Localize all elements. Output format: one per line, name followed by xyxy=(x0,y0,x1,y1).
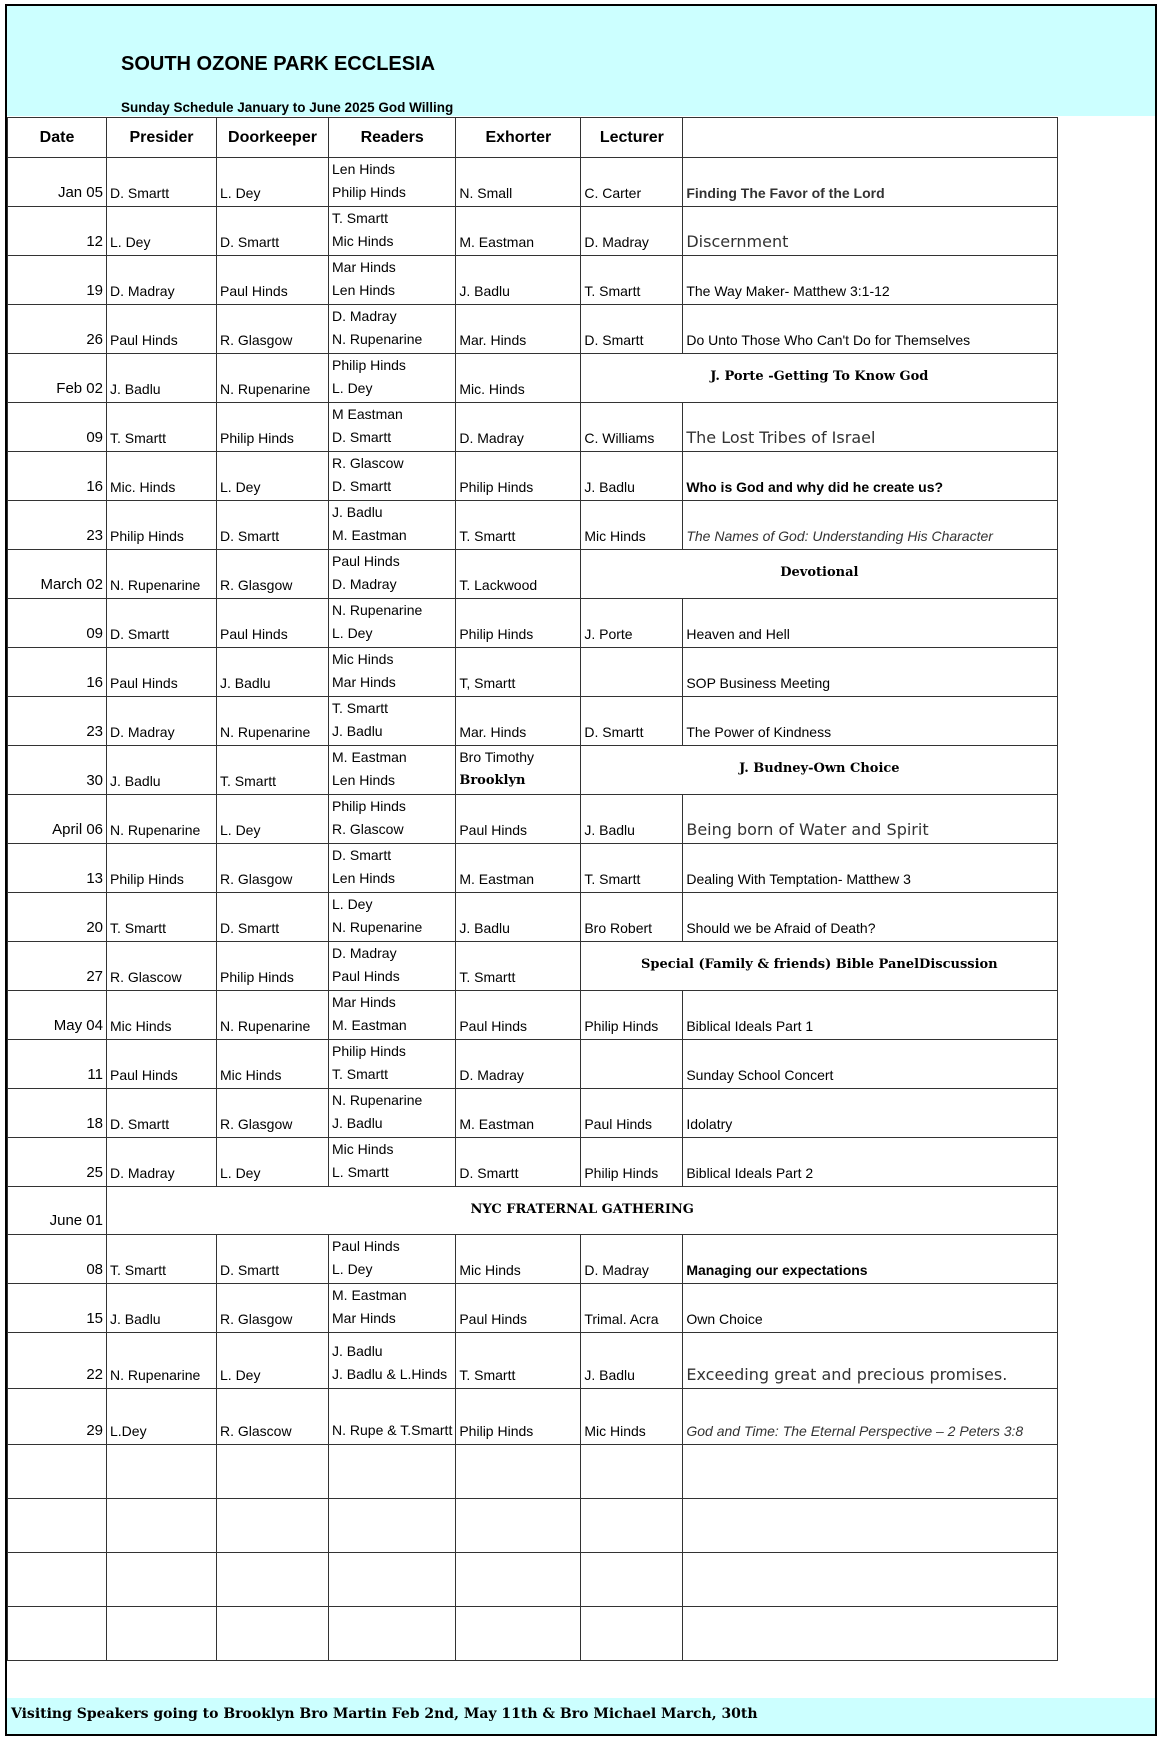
presider-cell: Philip Hinds xyxy=(107,501,217,550)
empty-cell xyxy=(217,1499,329,1553)
table-row xyxy=(8,158,1058,207)
readers-cell xyxy=(329,648,456,697)
presider-cell: Mic Hinds xyxy=(107,991,217,1040)
doorkeeper-cell: L. Dey xyxy=(217,158,329,207)
exhorter-location: Brooklyn xyxy=(459,773,526,788)
table-header-row xyxy=(8,118,1058,158)
lecturer-cell: D. Smartt xyxy=(581,697,683,746)
exhorter-cell: D. Madray xyxy=(456,1040,581,1089)
reader-2: D. Madray xyxy=(332,576,397,592)
presider-cell: Paul Hinds xyxy=(107,648,217,697)
exhorter-cell: M. Eastman xyxy=(456,1089,581,1138)
exhorter-cell: Mic Hinds xyxy=(456,1235,581,1284)
lecturer-cell: J. Porte xyxy=(581,599,683,648)
reader-2: L. Dey xyxy=(332,380,373,396)
date-cell: 20 xyxy=(8,893,107,942)
date-cell: 22 xyxy=(8,1333,107,1389)
doorkeeper-cell: R. Glascow xyxy=(217,1389,329,1445)
topic-cell: Who is God and why did he create us? xyxy=(683,452,1058,501)
doorkeeper-cell: J. Badlu xyxy=(217,648,329,697)
reader-2: Philip Hinds xyxy=(332,184,406,200)
readers-cell xyxy=(329,893,456,942)
presider-cell: Philip Hinds xyxy=(107,844,217,893)
reader-2: Len Hinds xyxy=(332,870,396,886)
doorkeeper-cell: Paul Hinds xyxy=(217,256,329,305)
lecturer-cell: D. Smartt xyxy=(581,305,683,354)
reader-1: M Eastman xyxy=(332,406,403,422)
table-row xyxy=(8,1284,1058,1333)
topic-cell: Biblical Ideals Part 1 xyxy=(683,991,1058,1040)
date-cell: March 02 xyxy=(8,550,107,599)
presider-cell: J. Badlu xyxy=(107,746,217,795)
table-row xyxy=(8,942,1058,991)
date-cell: 23 xyxy=(8,697,107,746)
exhorter-cell: Philip Hinds xyxy=(456,1389,581,1445)
table-row xyxy=(8,599,1058,648)
table-row xyxy=(8,746,1058,795)
empty-cell xyxy=(8,1607,107,1661)
date-cell: May 04 xyxy=(8,991,107,1040)
presider-cell: Paul Hinds xyxy=(107,305,217,354)
page-subtitle: Sunday Schedule January to June 2025 God Willing xyxy=(121,100,454,115)
table-row xyxy=(8,1389,1058,1445)
topic-cell: J. Budney-Own Choice xyxy=(581,746,1058,795)
empty-cell xyxy=(683,1499,1058,1553)
empty-cell xyxy=(329,1445,456,1499)
lecturer-cell: J. Badlu xyxy=(581,795,683,844)
reader-1: Paul Hinds xyxy=(332,553,400,569)
readers-cell xyxy=(329,501,456,550)
exhorter-cell: J. Badlu xyxy=(456,256,581,305)
lecturer-cell: Bro Robert xyxy=(581,893,683,942)
table-row xyxy=(8,844,1058,893)
exhorter-name: Bro Timothy xyxy=(459,749,535,765)
exhorter-cell: M. Eastman xyxy=(456,844,581,893)
doorkeeper-cell: T. Smartt xyxy=(217,746,329,795)
topic-cell: Exceeding great and precious promises. xyxy=(683,1333,1058,1389)
reader-2: L. Dey xyxy=(332,1261,373,1277)
readers-cell xyxy=(329,403,456,452)
exhorter-cell: T. Smartt xyxy=(456,942,581,991)
lecturer-cell: D. Madray xyxy=(581,1235,683,1284)
empty-cell xyxy=(456,1607,581,1661)
lecturer-cell xyxy=(581,1040,683,1089)
empty-row xyxy=(8,1445,1058,1499)
schedule-table xyxy=(7,117,1058,1661)
reader-1: Mic Hinds xyxy=(332,651,394,667)
empty-cell xyxy=(107,1607,217,1661)
lecturer-cell: T. Smartt xyxy=(581,256,683,305)
presider-cell: N. Rupenarine xyxy=(107,550,217,599)
reader-2: M. Eastman xyxy=(332,527,407,543)
reader-1: Mar Hinds xyxy=(332,259,396,275)
table-row xyxy=(8,1040,1058,1089)
doorkeeper-cell: D. Smartt xyxy=(217,1235,329,1284)
presider-cell: N. Rupenarine xyxy=(107,795,217,844)
reader-1: Len Hinds xyxy=(332,161,396,177)
lecturer-cell: C. Williams xyxy=(581,403,683,452)
doorkeeper-cell: R. Glasgow xyxy=(217,305,329,354)
table-row-fraternal xyxy=(8,1187,1058,1235)
topic-cell: Dealing With Temptation- Matthew 3 xyxy=(683,844,1058,893)
readers-cell xyxy=(329,550,456,599)
schedule-sheet xyxy=(5,4,1157,1736)
empty-cell xyxy=(107,1499,217,1553)
empty-cell xyxy=(217,1445,329,1499)
exhorter-cell: Paul Hinds xyxy=(456,1284,581,1333)
empty-cell xyxy=(8,1445,107,1499)
readers-cell xyxy=(329,1333,456,1389)
reader-2: R. Glascow xyxy=(332,821,404,837)
empty-cell xyxy=(456,1445,581,1499)
readers-cell xyxy=(329,942,456,991)
doorkeeper-cell: Paul Hinds xyxy=(217,599,329,648)
date-cell: Jan 05 xyxy=(8,158,107,207)
readers-cell xyxy=(329,795,456,844)
readers-cell xyxy=(329,1040,456,1089)
readers-cell xyxy=(329,1235,456,1284)
topic-cell: J. Porte -Getting To Know God xyxy=(581,354,1058,403)
empty-cell xyxy=(683,1445,1058,1499)
doorkeeper-cell: Philip Hinds xyxy=(217,942,329,991)
topic-cell: Own Choice xyxy=(683,1284,1058,1333)
topic-cell: Biblical Ideals Part 2 xyxy=(683,1138,1058,1187)
date-cell: April 06 xyxy=(8,795,107,844)
exhorter-cell: Philip Hinds xyxy=(456,599,581,648)
page-title: SOUTH OZONE PARK ECCLESIA xyxy=(121,53,436,75)
exhorter-cell: N. Small xyxy=(456,158,581,207)
reader-1: Paul Hinds xyxy=(332,1238,400,1254)
reader-1: Mar Hinds xyxy=(332,994,396,1010)
reader-2: L. Dey xyxy=(332,625,373,641)
readers-cell xyxy=(329,1138,456,1187)
exhorter-cell xyxy=(456,746,581,795)
lecturer-cell: T. Smartt xyxy=(581,844,683,893)
doorkeeper-cell: L. Dey xyxy=(217,452,329,501)
reader-1: D. Madray xyxy=(332,308,397,324)
doorkeeper-cell: R. Glasgow xyxy=(217,1284,329,1333)
topic-cell: The Lost Tribes of Israel xyxy=(683,403,1058,452)
exhorter-cell: T. Smartt xyxy=(456,501,581,550)
lecturer-cell: Philip Hinds xyxy=(581,1138,683,1187)
reader-1: N. Rupenarine xyxy=(332,1092,423,1108)
doorkeeper-cell: N. Rupenarine xyxy=(217,697,329,746)
reader-2: M. Eastman xyxy=(332,1017,407,1033)
table-row xyxy=(8,452,1058,501)
empty-cell xyxy=(107,1445,217,1499)
table-row xyxy=(8,1333,1058,1389)
lecturer-cell: J. Badlu xyxy=(581,452,683,501)
reader-1: J. Badlu xyxy=(332,504,383,520)
topic-cell: The Way Maker- Matthew 3:1-12 xyxy=(683,256,1058,305)
date-cell: 26 xyxy=(8,305,107,354)
date-cell: 12 xyxy=(8,207,107,256)
exhorter-cell: Mar. Hinds xyxy=(456,697,581,746)
reader-2: Len Hinds xyxy=(332,282,396,298)
empty-cell xyxy=(329,1553,456,1607)
readers-cell xyxy=(329,354,456,403)
readers-cell xyxy=(329,599,456,648)
date-cell: 18 xyxy=(8,1089,107,1138)
lecturer-cell: C. Carter xyxy=(581,158,683,207)
table-row xyxy=(8,795,1058,844)
presider-cell: Mic. Hinds xyxy=(107,452,217,501)
presider-cell: D. Madray xyxy=(107,1138,217,1187)
topic-cell: God and Time: The Eternal Perspective – 2 Peters 3:8 xyxy=(683,1389,1058,1445)
event-cell: NYC FRATERNAL GATHERING xyxy=(107,1187,1058,1235)
empty-cell xyxy=(8,1499,107,1553)
empty-cell xyxy=(329,1607,456,1661)
presider-cell: D. Smartt xyxy=(107,599,217,648)
date-cell: 16 xyxy=(8,648,107,697)
date-cell: 19 xyxy=(8,256,107,305)
date-cell: 25 xyxy=(8,1138,107,1187)
empty-cell xyxy=(107,1553,217,1607)
doorkeeper-cell: L. Dey xyxy=(217,1333,329,1389)
exhorter-cell: M. Eastman xyxy=(456,207,581,256)
reader-2: J. Badlu xyxy=(332,1115,383,1131)
col-header-topic xyxy=(683,118,1058,158)
doorkeeper-cell: R. Glasgow xyxy=(217,550,329,599)
date-cell: June 01 xyxy=(8,1187,107,1235)
topic-cell: Discernment xyxy=(683,207,1058,256)
readers-cell xyxy=(329,746,456,795)
presider-cell: D. Madray xyxy=(107,697,217,746)
footer-note: Visiting Speakers going to Brooklyn Bro Martin Feb 2nd, May 11th & Bro Michael March, 30th xyxy=(11,1706,758,1722)
date-cell: 09 xyxy=(8,403,107,452)
exhorter-cell: D. Smartt xyxy=(456,1138,581,1187)
readers-cell xyxy=(329,452,456,501)
doorkeeper-cell: Mic Hinds xyxy=(217,1040,329,1089)
date-cell: 27 xyxy=(8,942,107,991)
reader-1: L. Dey xyxy=(332,896,373,912)
reader-2: Len Hinds xyxy=(332,772,396,788)
empty-cell xyxy=(8,1553,107,1607)
reader-1: M. Eastman xyxy=(332,749,407,765)
empty-row xyxy=(8,1553,1058,1607)
exhorter-cell: J. Badlu xyxy=(456,893,581,942)
exhorter-cell: Philip Hinds xyxy=(456,452,581,501)
date-cell: 11 xyxy=(8,1040,107,1089)
reader-2: N. Rupenarine xyxy=(332,919,423,935)
presider-cell: L. Dey xyxy=(107,207,217,256)
empty-row xyxy=(8,1607,1058,1661)
reader-2: Mar Hinds xyxy=(332,1310,396,1326)
topic-cell: Special (Family & friends) Bible PanelDiscussion xyxy=(581,942,1058,991)
date-cell: 16 xyxy=(8,452,107,501)
table-row xyxy=(8,1089,1058,1138)
empty-cell xyxy=(683,1553,1058,1607)
date-cell: 15 xyxy=(8,1284,107,1333)
presider-cell: D. Smartt xyxy=(107,158,217,207)
doorkeeper-cell: L. Dey xyxy=(217,1138,329,1187)
exhorter-cell: Mar. Hinds xyxy=(456,305,581,354)
readers-cell xyxy=(329,991,456,1040)
empty-cell xyxy=(581,1607,683,1661)
exhorter-cell: Paul Hinds xyxy=(456,795,581,844)
lecturer-cell: D. Madray xyxy=(581,207,683,256)
doorkeeper-cell: N. Rupenarine xyxy=(217,354,329,403)
lecturer-cell: Mic Hinds xyxy=(581,501,683,550)
presider-cell: D. Smartt xyxy=(107,1089,217,1138)
reader-1: T. Smartt xyxy=(332,700,389,716)
presider-cell: J. Badlu xyxy=(107,354,217,403)
lecturer-cell xyxy=(581,648,683,697)
col-header-lecturer: Lecturer xyxy=(581,118,683,158)
reader-1: N. Rupenarine xyxy=(332,602,423,618)
exhorter-cell: D. Madray xyxy=(456,403,581,452)
table-row xyxy=(8,1235,1058,1284)
empty-cell xyxy=(329,1499,456,1553)
reader-1: Philip Hinds xyxy=(332,798,406,814)
reader-2: Mic Hinds xyxy=(332,233,394,249)
col-header-doorkeeper: Doorkeeper xyxy=(217,118,329,158)
readers-cell xyxy=(329,1389,456,1445)
lecturer-cell: Mic Hinds xyxy=(581,1389,683,1445)
readers-cell xyxy=(329,256,456,305)
exhorter-cell: T, Smartt xyxy=(456,648,581,697)
table-row xyxy=(8,354,1058,403)
empty-row xyxy=(8,1499,1058,1553)
readers-cell xyxy=(329,1089,456,1138)
empty-cell xyxy=(581,1499,683,1553)
reader-1: D. Smartt xyxy=(332,847,392,863)
col-header-date: Date xyxy=(8,118,107,158)
presider-cell: T. Smartt xyxy=(107,893,217,942)
topic-cell: Being born of Water and Spirit xyxy=(683,795,1058,844)
presider-cell: Paul Hinds xyxy=(107,1040,217,1089)
empty-cell xyxy=(581,1553,683,1607)
reader-2: D. Smartt xyxy=(332,478,392,494)
readers-cell xyxy=(329,697,456,746)
reader-1: Philip Hinds xyxy=(332,357,406,373)
topic-cell: Do Unto Those Who Can't Do for Themselves xyxy=(683,305,1058,354)
table-row xyxy=(8,893,1058,942)
date-cell: 29 xyxy=(8,1389,107,1445)
topic-cell: Heaven and Hell xyxy=(683,599,1058,648)
doorkeeper-cell: D. Smartt xyxy=(217,893,329,942)
readers-cell xyxy=(329,844,456,893)
date-cell: Feb 02 xyxy=(8,354,107,403)
reader-1: J. Badlu xyxy=(332,1343,383,1359)
topic-cell: The Names of God: Understanding His Character xyxy=(683,501,1058,550)
table-row xyxy=(8,648,1058,697)
empty-cell xyxy=(456,1499,581,1553)
readers-cell xyxy=(329,158,456,207)
empty-cell xyxy=(456,1553,581,1607)
doorkeeper-cell: R. Glasgow xyxy=(217,1089,329,1138)
reader-2: J. Badlu xyxy=(332,723,383,739)
reader-2: Paul Hinds xyxy=(332,968,400,984)
presider-cell: T. Smartt xyxy=(107,1235,217,1284)
table-row xyxy=(8,501,1058,550)
schedule-body xyxy=(8,158,1058,1661)
doorkeeper-cell: R. Glasgow xyxy=(217,844,329,893)
reader-1: T. Smartt xyxy=(332,210,389,226)
col-header-readers: Readers xyxy=(329,118,456,158)
reader-2: N. Rupe & T.Smartt xyxy=(332,1422,453,1438)
readers-cell xyxy=(329,207,456,256)
doorkeeper-cell: D. Smartt xyxy=(217,207,329,256)
topic-cell: The Power of Kindness xyxy=(683,697,1058,746)
empty-cell xyxy=(217,1607,329,1661)
topic-cell: Finding The Favor of the Lord xyxy=(683,158,1058,207)
topic-cell: Should we be Afraid of Death? xyxy=(683,893,1058,942)
readers-cell xyxy=(329,305,456,354)
exhorter-cell: Mic. Hinds xyxy=(456,354,581,403)
date-cell: 23 xyxy=(8,501,107,550)
table-row xyxy=(8,550,1058,599)
topic-cell: Managing our expectations xyxy=(683,1235,1058,1284)
readers-cell xyxy=(329,1284,456,1333)
topic-cell: Idolatry xyxy=(683,1089,1058,1138)
date-cell: 08 xyxy=(8,1235,107,1284)
presider-cell: D. Madray xyxy=(107,256,217,305)
reader-1: M. Eastman xyxy=(332,1287,407,1303)
topic-cell: Sunday School Concert xyxy=(683,1040,1058,1089)
lecturer-cell: Paul Hinds xyxy=(581,1089,683,1138)
table-row xyxy=(8,403,1058,452)
table-row xyxy=(8,207,1058,256)
empty-cell xyxy=(683,1607,1058,1661)
presider-cell: N. Rupenarine xyxy=(107,1333,217,1389)
reader-2: L. Smartt xyxy=(332,1164,389,1180)
lecturer-cell: Trimal. Acra xyxy=(581,1284,683,1333)
reader-2: J. Badlu & L.Hinds xyxy=(332,1366,448,1382)
doorkeeper-cell: L. Dey xyxy=(217,795,329,844)
reader-1: D. Madray xyxy=(332,945,397,961)
topic-cell: SOP Business Meeting xyxy=(683,648,1058,697)
exhorter-cell: T. Lackwood xyxy=(456,550,581,599)
reader-2: D. Smartt xyxy=(332,429,392,445)
table-row xyxy=(8,256,1058,305)
lecturer-cell: Philip Hinds xyxy=(581,991,683,1040)
table-row xyxy=(8,305,1058,354)
presider-cell: R. Glascow xyxy=(107,942,217,991)
presider-cell: J. Badlu xyxy=(107,1284,217,1333)
reader-1: Philip Hinds xyxy=(332,1043,406,1059)
date-cell: 30 xyxy=(8,746,107,795)
col-header-presider: Presider xyxy=(107,118,217,158)
reader-2: Mar Hinds xyxy=(332,674,396,690)
topic-cell: Devotional xyxy=(581,550,1058,599)
table-row xyxy=(8,991,1058,1040)
presider-cell: T. Smartt xyxy=(107,403,217,452)
reader-1: R. Glascow xyxy=(332,455,404,471)
col-header-exhorter: Exhorter xyxy=(456,118,581,158)
table-row xyxy=(8,697,1058,746)
presider-cell: L.Dey xyxy=(107,1389,217,1445)
doorkeeper-cell: Philip Hinds xyxy=(217,403,329,452)
empty-cell xyxy=(217,1553,329,1607)
exhorter-cell: Paul Hinds xyxy=(456,991,581,1040)
doorkeeper-cell: N. Rupenarine xyxy=(217,991,329,1040)
date-cell: 13 xyxy=(8,844,107,893)
doorkeeper-cell: D. Smartt xyxy=(217,501,329,550)
exhorter-cell: T. Smartt xyxy=(456,1333,581,1389)
reader-1: Mic Hinds xyxy=(332,1141,394,1157)
lecturer-cell: J. Badlu xyxy=(581,1333,683,1389)
reader-2: T. Smartt xyxy=(332,1066,389,1082)
table-row xyxy=(8,1138,1058,1187)
reader-2: N. Rupenarine xyxy=(332,331,423,347)
empty-cell xyxy=(581,1445,683,1499)
date-cell: 09 xyxy=(8,599,107,648)
